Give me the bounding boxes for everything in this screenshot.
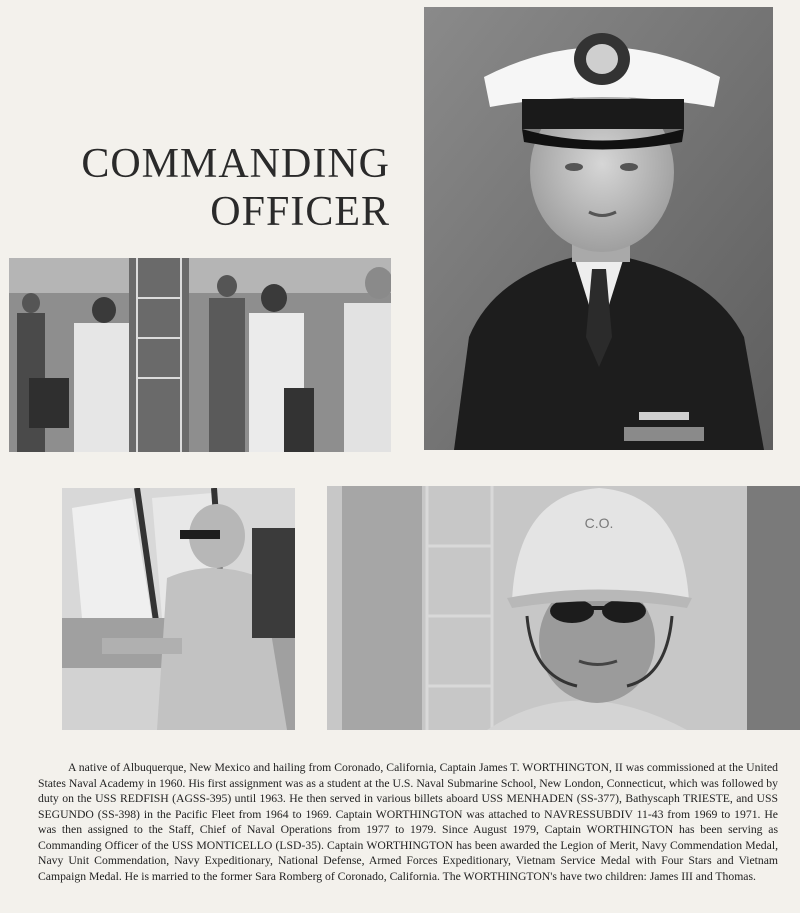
- deck-group-photo: [9, 258, 391, 452]
- biography-text: A native of Albuquerque, New Mexico and hailing from Coronado, California, Captain James T. WORTHINGTON, II was commissioned at the United States Naval Academy in 1960. His first assignment was as a student at the U.S. Naval Submarine School, New London, Connecticut, which was followed by duty on the USS REDFISH (AGSS-395) until 1963. He then served in various billets aboard USS MENHADEN (SS-377), Bathyscaph TRIESTE, and USS SEGUNDO (SS-398) in the Pacific Fleet from 1964 to 1969. Captain WORTHINGTON was attached to NAVRESSUBDIV 11-43 from 1969 to 1971. He was then assigned to the Staff, Chief of Naval Operations from 1977 to 1979. Since August 1979, Captain WORTHINGTON has been serving as Commanding Officer of the USS MONTICELLO (LSD-35). Captain WORTHINGTON has been awarded the Legion of Merit, Navy Commendation Medal, Navy Unit Commendation, Navy Expeditionary, National Defense, Armed Forces Expeditionary, Vietnam Service Medal with Four Stars and Vietnam Campaign Medal. He is married to the former Sara Romberg of Coronado, California. The WORTHINGTON's have two children: James III and Thomas.: [38, 761, 778, 883]
- page-title-line-2: OFFICER: [210, 189, 390, 235]
- helmet-closeup-photo-graphic: [327, 486, 800, 730]
- helmet-marking: C.O.: [584, 515, 614, 531]
- page-title-line-1: COMMANDING: [81, 141, 390, 187]
- bridge-console-photo: [62, 488, 295, 730]
- deck-group-photo-graphic: [9, 258, 391, 452]
- bridge-console-photo-graphic: [62, 488, 295, 730]
- page-title: [81, 140, 390, 236]
- portrait-photo-graphic: [424, 7, 773, 450]
- portrait-photo: [424, 7, 773, 450]
- helmet-closeup-photo: [327, 486, 800, 730]
